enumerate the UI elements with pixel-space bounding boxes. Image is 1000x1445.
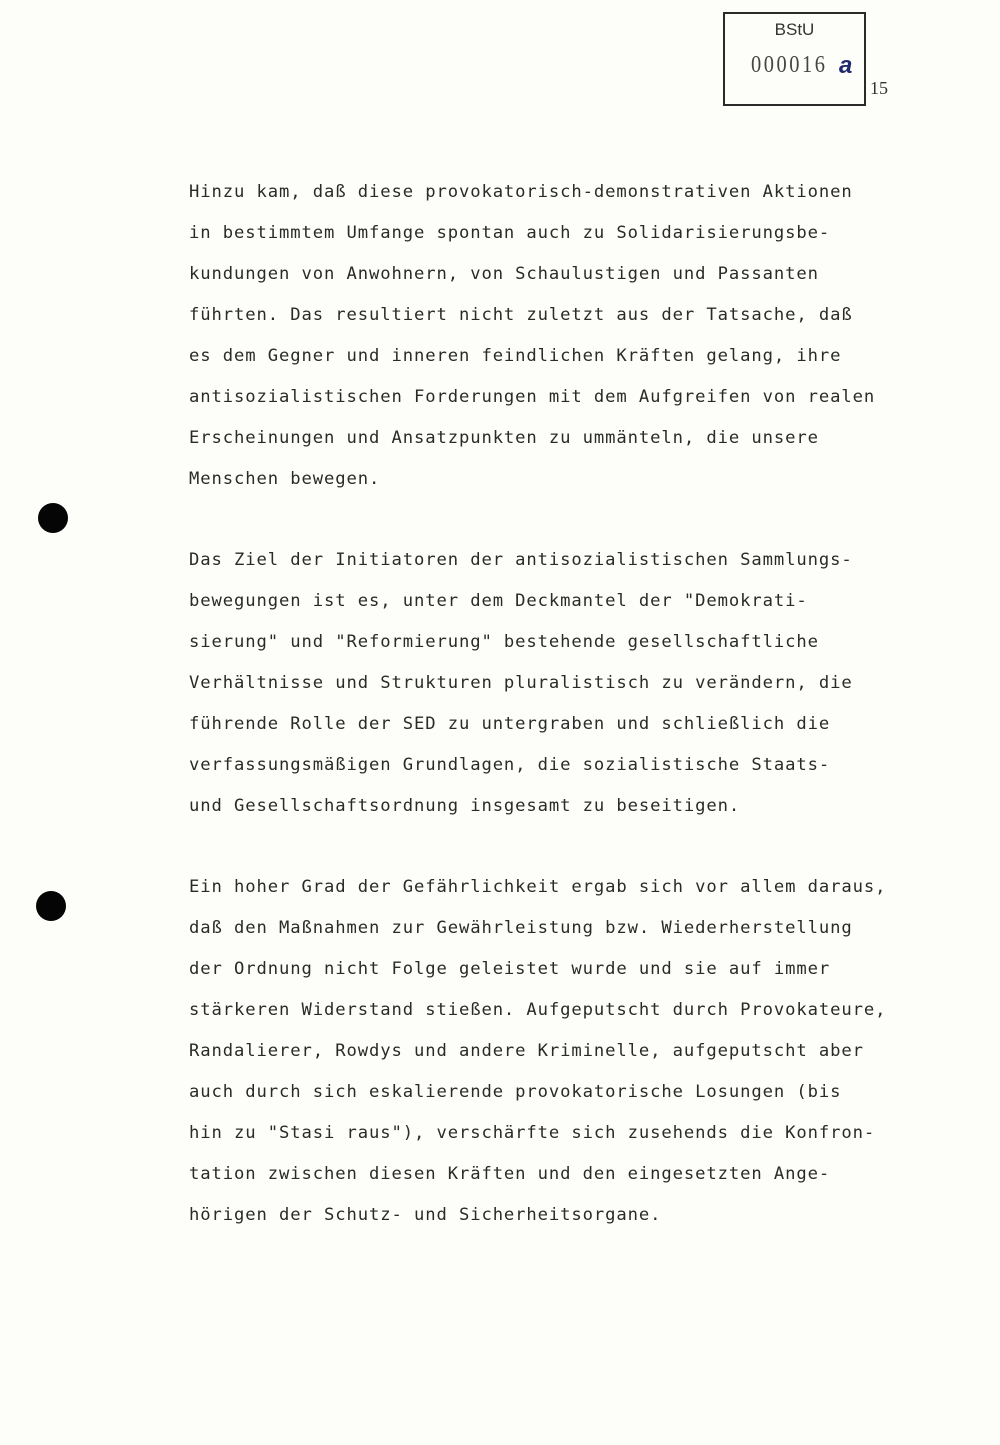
- text-line: kundungen von Anwohnern, von Schaulustigen und Passanten: [189, 264, 819, 284]
- text-line: tation zwischen diesen Kräften und den eingesetzten Ange-: [189, 1164, 831, 1184]
- text-line: Randalierer, Rowdys und andere Kriminelle, aufgeputscht aber: [189, 1041, 864, 1061]
- punch-hole-icon: [38, 503, 68, 533]
- text-line: führten. Das resultiert nicht zuletzt aus der Tatsache, daß: [189, 305, 853, 325]
- punch-hole-icon: [36, 891, 66, 921]
- stamp-title: BStU: [774, 20, 815, 39]
- text-line: daß den Maßnahmen zur Gewährleistung bzw. Wiederherstellung: [189, 918, 853, 938]
- text-line: Ein hoher Grad der Gefährlichkeit ergab sich vor allem daraus,: [189, 877, 887, 897]
- text-line: Das Ziel der Initiatoren der antisozialistischen Sammlungs-: [189, 550, 853, 570]
- handwritten-mark: a: [839, 52, 853, 79]
- text-line: sierung" und "Reformierung" bestehende gesellschaftliche: [189, 632, 819, 652]
- text-line: und Gesellschaftsordnung insgesamt zu beseitigen.: [189, 796, 741, 816]
- text-line: es dem Gegner und inneren feindlichen Kräften gelang, ihre: [189, 346, 842, 366]
- text-line: Erscheinungen und Ansatzpunkten zu ummänteln, die unsere: [189, 428, 819, 448]
- text-line: hin zu "Stasi raus"), verschärfte sich zusehends die Konfron-: [189, 1123, 876, 1143]
- document-body: [189, 172, 969, 1236]
- text-line: in bestimmtem Umfange spontan auch zu Solidarisierungsbe-: [189, 223, 831, 243]
- paragraph-1: [189, 172, 969, 500]
- text-line: hörigen der Schutz- und Sicherheitsorgane.: [189, 1205, 662, 1225]
- text-line: bewegungen ist es, unter dem Deckmantel der "Demokrati-: [189, 591, 808, 611]
- stamp-number: 000016: [751, 52, 828, 78]
- text-line: Menschen bewegen.: [189, 469, 381, 489]
- paragraph-2: [189, 540, 969, 827]
- text-line: stärkeren Widerstand stießen. Aufgeputscht durch Provokateure,: [189, 1000, 887, 1020]
- archive-stamp: [723, 12, 866, 106]
- text-line: antisozialistischen Forderungen mit dem Aufgreifen von realen: [189, 387, 876, 407]
- paragraph-3: [189, 867, 969, 1236]
- text-line: Hinzu kam, daß diese provokatorisch-demonstrativen Aktionen: [189, 182, 853, 202]
- text-line: der Ordnung nicht Folge geleistet wurde und sie auf immer: [189, 959, 831, 979]
- text-line: verfassungsmäßigen Grundlagen, die sozialistische Staats-: [189, 755, 831, 775]
- text-line: Verhältnisse und Strukturen pluralistisch zu verändern, die: [189, 673, 853, 693]
- text-line: auch durch sich eskalierende provokatorische Losungen (bis: [189, 1082, 842, 1102]
- text-line: führende Rolle der SED zu untergraben und schließlich die: [189, 714, 831, 734]
- page-number: 15: [870, 78, 888, 98]
